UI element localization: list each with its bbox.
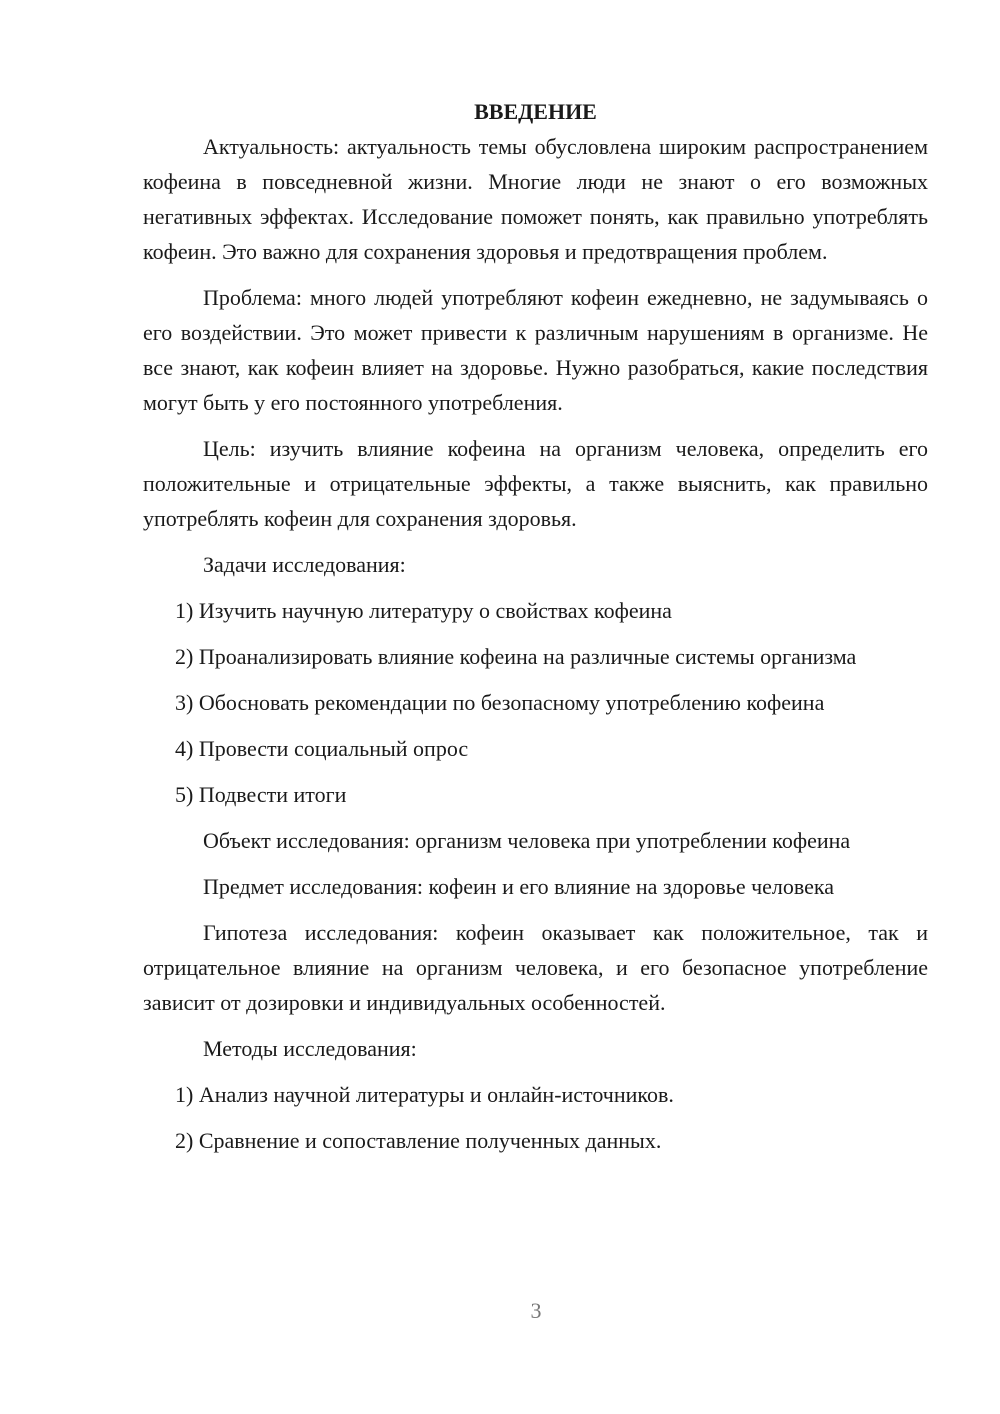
paragraph-object: Объект исследования: организм человека при употреблении кофеина bbox=[203, 828, 851, 853]
section-title: ВВЕДЕНИЕ bbox=[474, 99, 597, 124]
paragraph-hypothesis: Гипотеза исследования: кофеин оказывает как положительное, так и отрицательное влияние на организм человека, и его безопасное употребление зависит от дозировки и индивидуальных особенностей. bbox=[143, 920, 928, 1015]
task-item-5: 5) Подвести итоги bbox=[175, 782, 347, 807]
page-content bbox=[143, 94, 928, 1158]
paragraph-relevance: Актуальность: актуальность темы обусловлена широким распространением кофеина в повседневной жизни. Многие люди не знают о его возможных негативных эффектах. Исследование поможет понять, как правильно употреблять кофеин. Это важно для сохранения здоровья и предотвращения проблем. bbox=[143, 134, 928, 264]
method-item-2: 2) Сравнение и сопоставление полученных данных. bbox=[175, 1128, 662, 1153]
task-item-2: 2) Проанализировать влияние кофеина на различные системы организма bbox=[175, 644, 857, 669]
task-item-4: 4) Провести социальный опрос bbox=[175, 736, 469, 761]
methods-heading: Методы исследования: bbox=[203, 1036, 417, 1061]
task-item-1: 1) Изучить научную литературу о свойствах кофеина bbox=[175, 598, 672, 623]
paragraph-goal: Цель: изучить влияние кофеина на организм человека, определить его положительные и отрицательные эффекты, а также выяснить, как правильно употреблять кофеин для сохранения здоровья. bbox=[143, 436, 928, 531]
page-number: 3 bbox=[530, 1298, 542, 1323]
task-item-3: 3) Обосновать рекомендации по безопасному употреблению кофеина bbox=[175, 690, 825, 715]
paragraph-subject: Предмет исследования: кофеин и его влияние на здоровье человека bbox=[203, 874, 835, 899]
method-item-1: 1) Анализ научной литературы и онлайн-источников. bbox=[175, 1082, 674, 1107]
paragraph-problem: Проблема: много людей употребляют кофеин ежедневно, не задумываясь о его воздействии. Это может привести к различным нарушениям в организме. Не все знают, как кофеин влияет на здоровье. Нужно разобраться, какие последствия могут быть у его постоянного употребления. bbox=[143, 285, 928, 415]
tasks-heading: Задачи исследования: bbox=[203, 552, 406, 577]
